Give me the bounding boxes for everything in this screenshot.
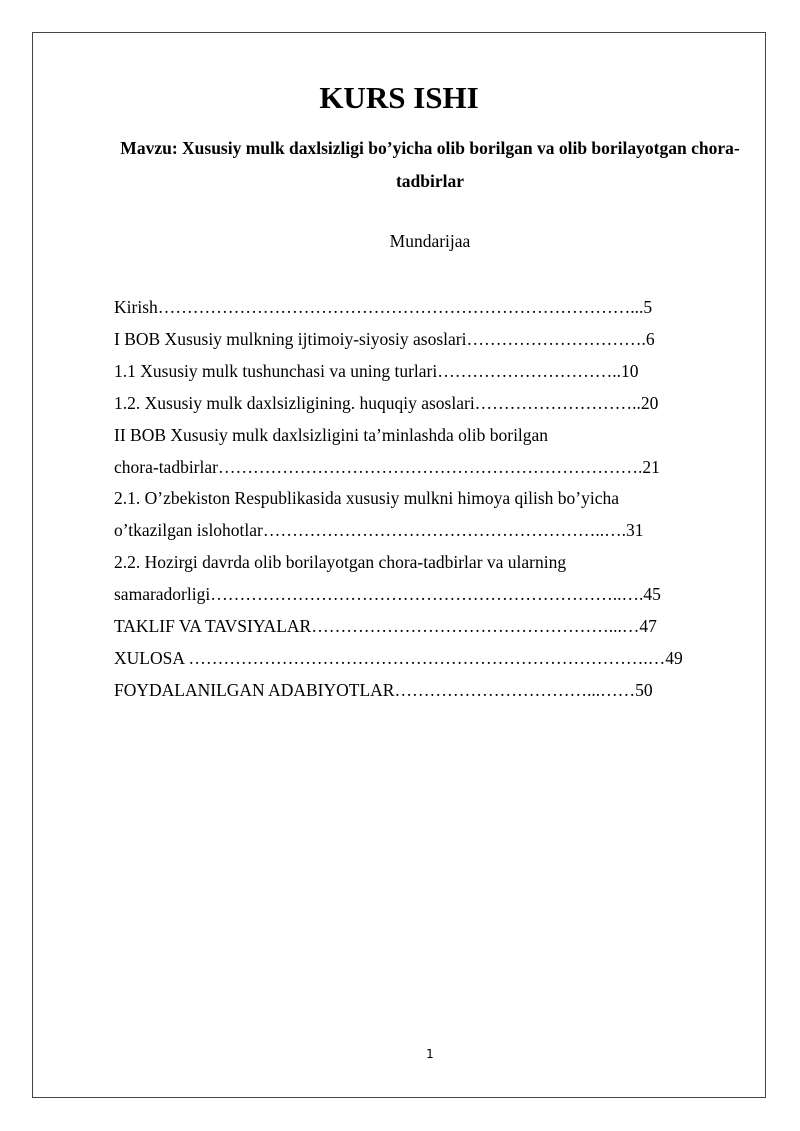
toc-entry: 2.2. Hozirgi davrda olib borilayotgan chora-tadbirlar va ularning: [114, 552, 567, 573]
document-title: KURS ISHI: [319, 80, 479, 115]
toc-entry: samaradorligi……………………………………………………………..….45: [114, 584, 661, 605]
toc-entry: TAKLIF VA TAVSIYALAR……………………………………………...…47: [114, 616, 657, 637]
toc-entry: 2.1. O’zbekiston Respublikasida xususiy mulkni himoya qilish bo’yicha: [114, 488, 620, 509]
toc-entry: XULOSA …………………………………………………………………….…49: [114, 647, 683, 668]
toc-entry: I BOB Xususiy mulkning ijtimoiy-siyosiy asoslari………………………….6: [114, 328, 655, 349]
toc-entry: FOYDALANILGAN ADABIYOTLAR……………………………...……50: [114, 679, 653, 700]
document-subject: Mavzu: Xususiy mulk daxlsizligi bo’yicha olib borilgan va olib borilayotgan chora-tadbirlar: [120, 138, 740, 191]
toc-entry: chora-tadbirlar……………………………………………………………….21: [114, 456, 660, 477]
toc-entry: 1.1 Xususiy mulk tushunchasi va uning turlari…………………………..10: [114, 360, 639, 381]
toc-entry: II BOB Xususiy mulk daxlsizligini ta’minlashda olib borilgan: [114, 424, 549, 445]
toc-heading: Mundarijaa: [389, 231, 471, 251]
toc-entry: 1.2. Xususiy mulk daxlsizligining. huquqiy asoslari………………………..20: [114, 392, 659, 413]
toc-entry: Kirish………………………………………………………………………...5: [114, 297, 653, 317]
toc-entry: o’tkazilgan islohotlar…………………………………………………..….31: [114, 520, 644, 541]
table-of-contents: [114, 292, 734, 707]
page-number: 1: [426, 1047, 434, 1061]
